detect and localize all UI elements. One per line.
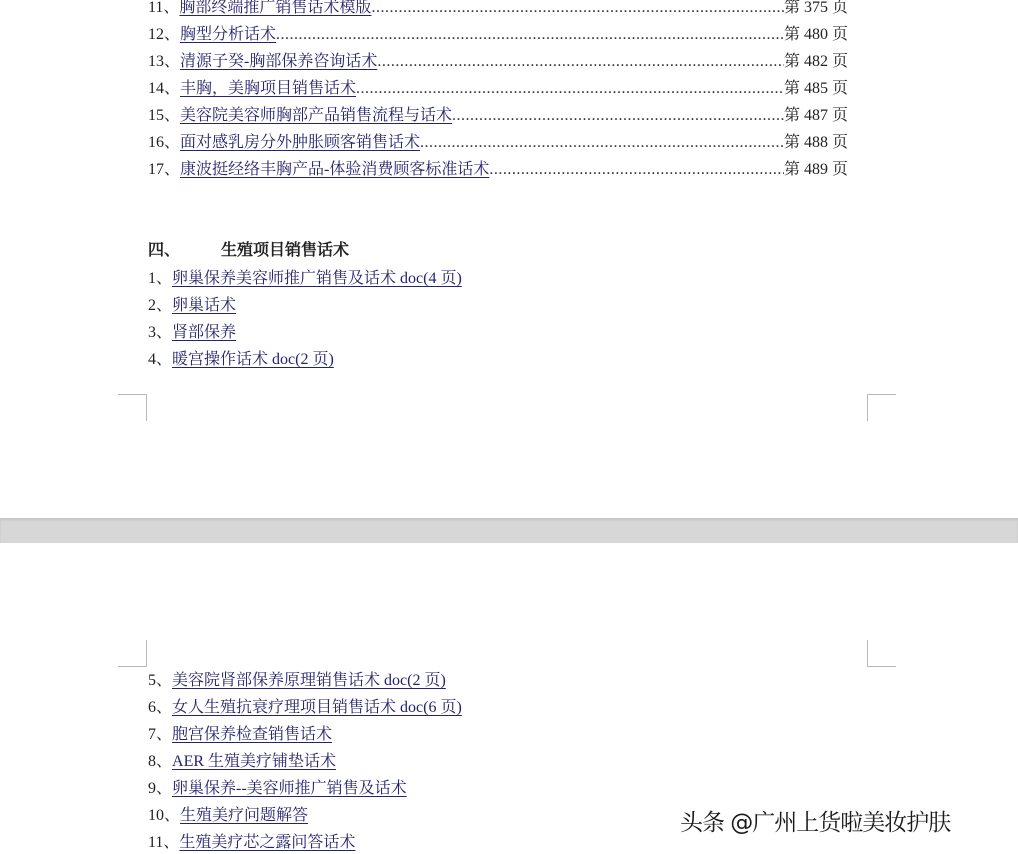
section-title: 生殖项目销售话术	[221, 242, 350, 259]
entry-number: 12、	[148, 26, 181, 43]
page-number: 第 375 页	[783, 0, 848, 16]
toc-entry	[148, 105, 848, 127]
dot-leader	[420, 132, 784, 154]
toc-entry	[148, 159, 848, 181]
page-corner-mark	[118, 394, 147, 421]
section-number: 四、	[148, 242, 181, 259]
page-number: 第 485 页	[783, 80, 848, 97]
page-number: 第 489 页	[783, 161, 848, 178]
item-number: 11、	[148, 834, 180, 851]
list-item	[148, 751, 336, 773]
item-number: 7、	[148, 726, 173, 743]
list-item	[148, 805, 308, 827]
page-number: 第 480 页	[783, 26, 848, 43]
toc-link[interactable]: 清源子癸-胸部保养咨询话术	[180, 53, 378, 70]
dot-leader	[489, 159, 784, 181]
toc-entry	[148, 51, 848, 73]
page-corner-mark	[867, 394, 896, 421]
item-link[interactable]: 卵巢保养--美容师推广销售及话术	[172, 780, 407, 797]
entry-number: 11、	[148, 0, 180, 16]
list-item	[148, 295, 236, 317]
toc-link[interactable]: 丰胸，美胸项目销售话术	[180, 80, 357, 97]
page-corner-mark	[118, 640, 147, 667]
section-heading	[148, 240, 350, 262]
item-link[interactable]: 女人生殖抗衰疗理项目销售话术 doc(6 页)	[172, 699, 462, 716]
item-number: 2、	[148, 297, 173, 314]
list-item	[148, 724, 332, 746]
item-link[interactable]: 卵巢话术	[172, 297, 237, 314]
page-corner-mark	[867, 640, 896, 667]
item-number: 5、	[148, 672, 173, 689]
toc-link[interactable]: 康波挺经络丰胸产品-体验消费顾客标准话术	[180, 161, 490, 178]
item-number: 10、	[148, 807, 181, 824]
item-number: 6、	[148, 699, 173, 716]
list-item	[148, 832, 355, 854]
item-number: 8、	[148, 753, 173, 770]
toc-entry	[148, 78, 848, 100]
entry-number: 16、	[148, 134, 181, 151]
toc-link[interactable]: 胸部终端推广销售话术模版	[179, 0, 372, 16]
item-link[interactable]: 胞宫保养检查销售话术	[172, 726, 333, 743]
list-item	[148, 268, 462, 290]
item-number: 4、	[148, 351, 173, 368]
entry-number: 15、	[148, 107, 181, 124]
item-number: 9、	[148, 780, 173, 797]
list-item	[148, 778, 407, 800]
page-number: 第 488 页	[783, 134, 848, 151]
item-link[interactable]: 生殖美疗问题解答	[180, 807, 309, 824]
page-number: 第 487 页	[783, 107, 848, 124]
list-item	[148, 349, 334, 371]
page-separator	[0, 518, 1018, 543]
item-number: 1、	[148, 270, 173, 287]
watermark: 头条 @广州上货啦美妆护肤	[680, 810, 951, 836]
toc-entry	[148, 24, 848, 46]
toc-link[interactable]: 胸型分析话术	[180, 26, 277, 43]
item-link[interactable]: 暖宫操作话术 doc(2 页)	[172, 351, 334, 368]
item-link[interactable]: AER 生殖美疗铺垫话术	[172, 753, 337, 770]
dot-leader	[371, 0, 784, 19]
entry-number: 17、	[148, 161, 181, 178]
toc-link[interactable]: 面对感乳房分外肿胀顾客销售话术	[180, 134, 421, 151]
dot-leader	[276, 24, 784, 46]
item-link[interactable]: 肾部保养	[172, 324, 237, 341]
toc-entry	[148, 0, 848, 19]
item-number: 3、	[148, 324, 173, 341]
page-number: 第 482 页	[783, 53, 848, 70]
item-link[interactable]: 生殖美疗芯之露问答话术	[179, 834, 356, 851]
entry-number: 14、	[148, 80, 181, 97]
toc-link[interactable]: 美容院美容师胸部产品销售流程与话术	[180, 107, 453, 124]
dot-leader	[452, 105, 784, 127]
entry-number: 13、	[148, 53, 181, 70]
item-link[interactable]: 美容院肾部保养原理销售话术 doc(2 页)	[172, 672, 446, 689]
list-item	[148, 670, 446, 692]
dot-leader	[377, 51, 784, 73]
item-link[interactable]: 卵巢保养美容师推广销售及话术 doc(4 页)	[172, 270, 462, 287]
list-item	[148, 697, 462, 719]
list-item	[148, 322, 236, 344]
dot-leader	[356, 78, 784, 100]
toc-entry	[148, 132, 848, 154]
